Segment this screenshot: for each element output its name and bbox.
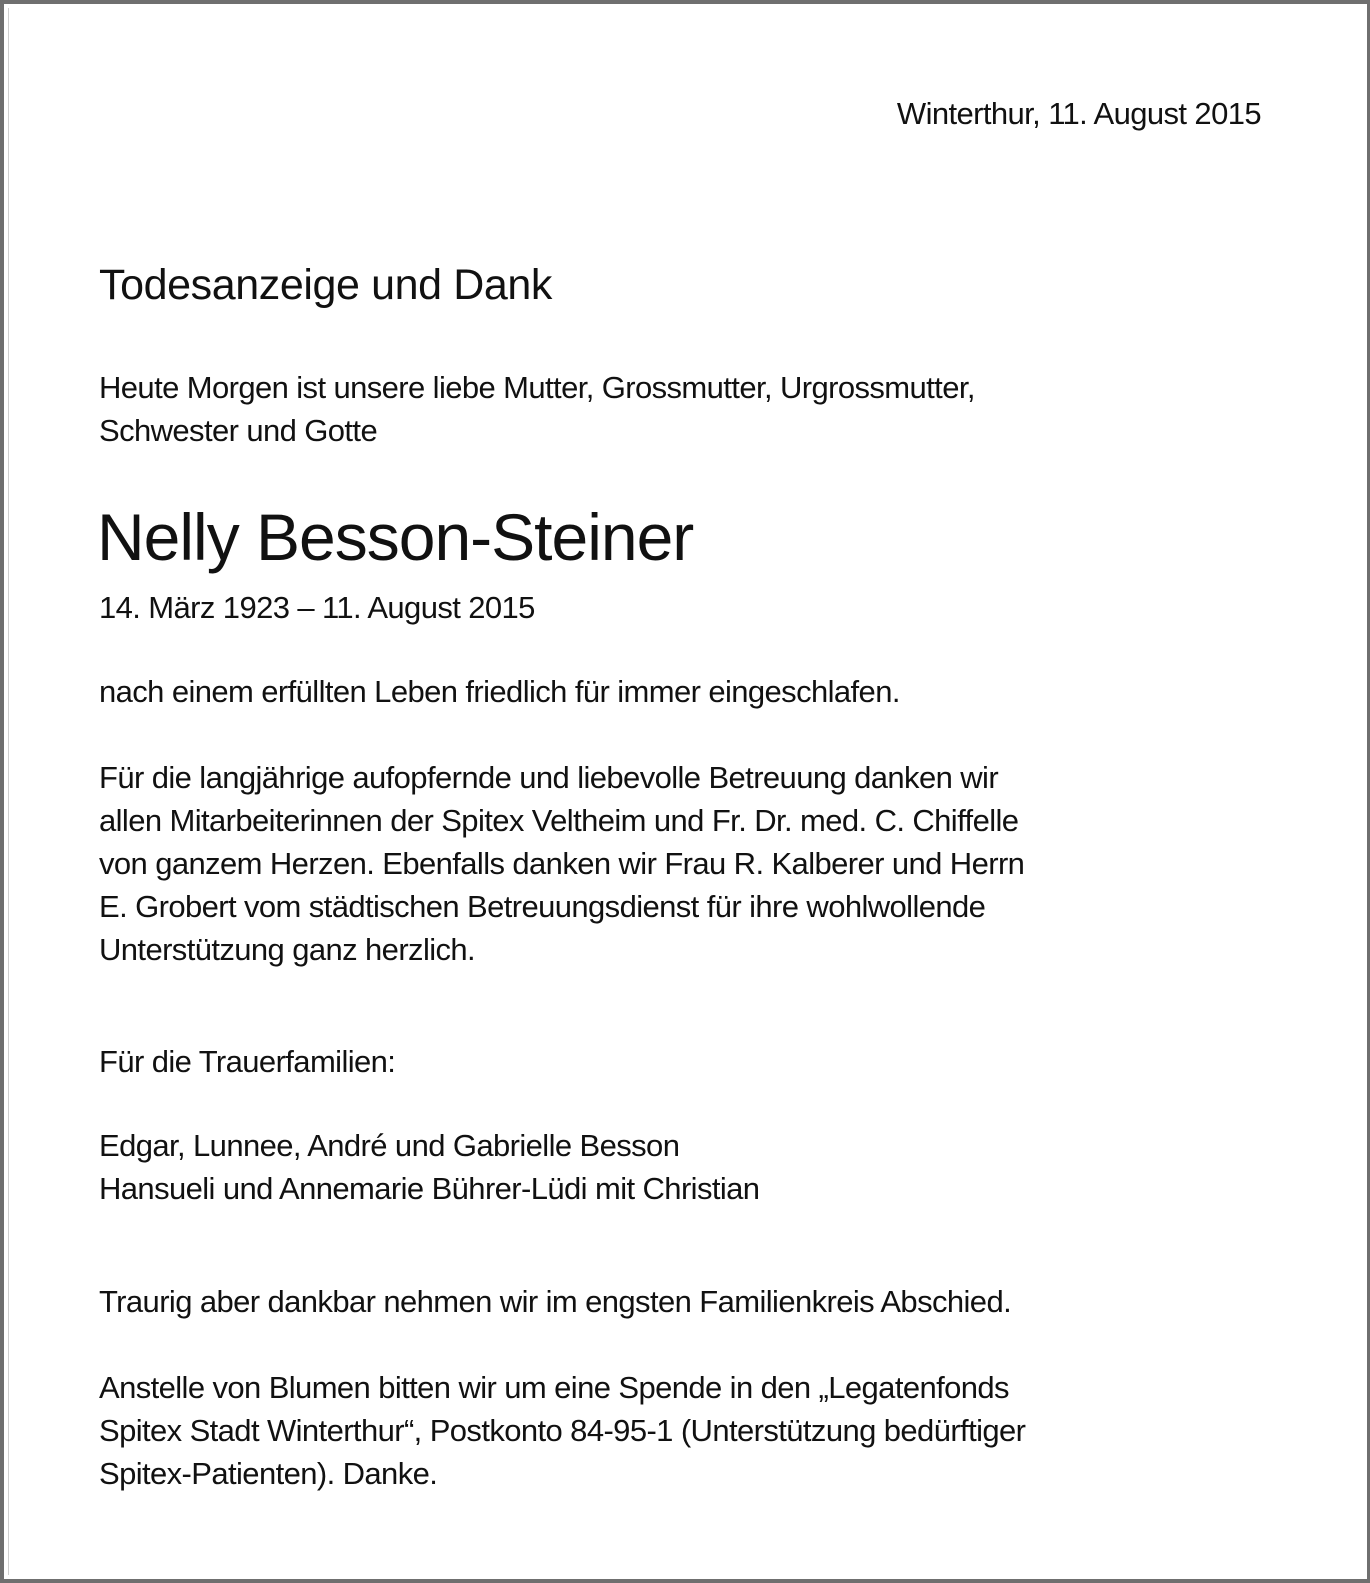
donation-line: Spitex-Patienten). Danke. — [99, 1456, 438, 1491]
thanks-line: allen Mitarbeiterinnen der Spitex Veltheim und Fr. Dr. med. C. Chiffelle — [99, 803, 1019, 838]
thanks-line: E. Grobert vom städtischen Betreuungsdienst für ihre wohlwollende — [99, 889, 986, 924]
donation-paragraph — [99, 1366, 1025, 1495]
family-name-line: Edgar, Lunnee, André und Gabrielle Besson — [99, 1128, 680, 1163]
family-names — [99, 1124, 759, 1210]
thanks-paragraph — [99, 756, 1024, 971]
donation-line: Spitex Stadt Winterthur“, Postkonto 84-95-1 (Unterstützung bedürftiger — [99, 1413, 1026, 1448]
frame-inner-edge — [8, 8, 9, 1575]
thanks-line: von ganzem Herzen. Ebenfalls danken wir Frau R. Kalberer und Herrn — [99, 846, 1025, 881]
place-date: Winterthur, 11. August 2015 — [896, 96, 1261, 131]
donation-line: Anstelle von Blumen bitten wir um eine Spende in den „Legatenfonds — [99, 1370, 1009, 1405]
intro-line: Schwester und Gotte — [99, 413, 378, 448]
farewell-text: Traurig aber dankbar nehmen wir im engsten Familienkreis Abschied. — [99, 1284, 1012, 1319]
intro-line: Heute Morgen ist unsere liebe Mutter, Grossmutter, Urgrossmutter, — [99, 370, 975, 405]
notice-heading: Todesanzeige und Dank — [99, 261, 552, 309]
family-name-line: Hansueli und Annemarie Bührer-Lüdi mit Christian — [99, 1171, 760, 1206]
life-dates: 14. März 1923 – 11. August 2015 — [99, 590, 535, 625]
family-label: Für die Trauerfamilien: — [99, 1044, 396, 1079]
passing-text: nach einem erfüllten Leben friedlich für immer eingeschlafen. — [99, 674, 900, 709]
thanks-line: Unterstützung ganz herzlich. — [99, 932, 476, 967]
intro-text — [99, 366, 975, 452]
thanks-line: Für die langjährige aufopfernde und liebevolle Betreuung danken wir — [99, 760, 999, 795]
deceased-name: Nelly Besson-Steiner — [97, 500, 694, 574]
